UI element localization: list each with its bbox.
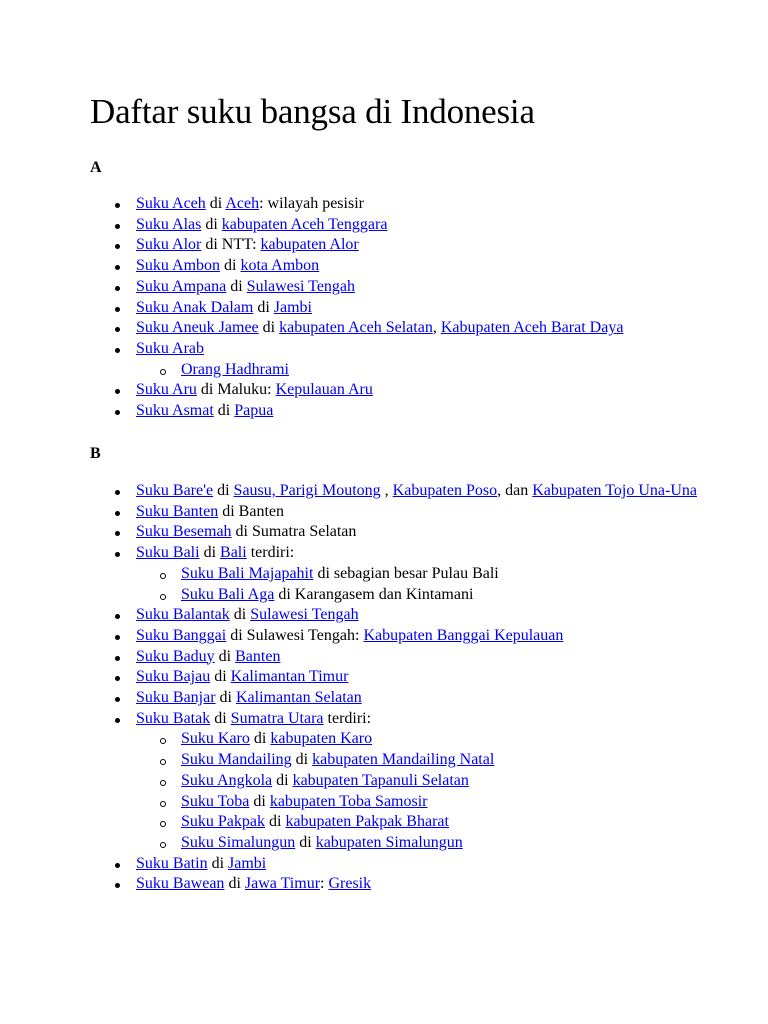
- item-text: di: [199, 544, 221, 562]
- item-link[interactable]: Suku Alas: [136, 215, 202, 233]
- item-link[interactable]: Suku Banjar: [136, 689, 216, 707]
- item-link[interactable]: Kabupaten Aceh Barat Daya: [440, 319, 624, 337]
- item-link[interactable]: Jambi: [228, 854, 267, 872]
- item-text: di NTT:: [201, 236, 261, 254]
- item-text: di: [291, 751, 313, 769]
- item-link[interactable]: Suku Angkola: [181, 771, 273, 789]
- item-text: di: [258, 319, 280, 337]
- item-text: di Karangasem dan Kintamani: [274, 585, 474, 603]
- item-text: di: [205, 195, 226, 212]
- item-text: , dan: [497, 482, 533, 499]
- sub-list-item: [0, 750, 721, 771]
- sub-list-item: [0, 729, 721, 750]
- item-link[interactable]: Suku Banggai: [136, 626, 227, 644]
- list-item: [0, 215, 716, 236]
- item-text: di: [213, 402, 235, 420]
- sub-list-item: [0, 833, 721, 854]
- item-text: di Sumatra Selatan: [231, 523, 357, 541]
- item-text: di: [226, 277, 247, 295]
- item-text: di: [224, 875, 245, 893]
- list-item: [0, 380, 716, 401]
- item-text: di: [214, 647, 236, 665]
- sub-list-item: [0, 792, 721, 813]
- list-item: [0, 502, 716, 523]
- item-link[interactable]: kabupaten Aceh Selatan: [279, 319, 433, 337]
- list-item: [0, 543, 716, 564]
- item-text: terdiri:: [323, 709, 372, 727]
- list-item: [0, 688, 716, 709]
- item-link[interactable]: Suku Baduy: [136, 647, 215, 665]
- item-link[interactable]: Suku Bali Majapahit: [181, 564, 314, 582]
- item-link[interactable]: Aceh: [225, 195, 260, 212]
- item-link[interactable]: kabupaten Tapanuli Selatan: [292, 771, 469, 789]
- item-text: di: [213, 482, 234, 499]
- item-text: ,: [432, 319, 441, 337]
- sub-list-item: [0, 360, 721, 381]
- item-link[interactable]: Suku Mandailing: [181, 751, 292, 769]
- list-item: [0, 874, 716, 895]
- item-link[interactable]: Suku Bali: [136, 544, 200, 562]
- item-link[interactable]: Suku Ampana: [136, 277, 227, 295]
- list-item: [0, 522, 716, 543]
- sub-list-item: [0, 564, 721, 585]
- list-item: [0, 626, 716, 647]
- list-item: [0, 605, 716, 626]
- item-link[interactable]: Suku Bajau: [136, 668, 211, 686]
- item-link[interactable]: kabupaten Toba Samosir: [269, 792, 428, 810]
- item-link[interactable]: Suku Asmat: [136, 402, 214, 420]
- item-text: di sebagian besar Pulau Bali: [313, 564, 499, 582]
- item-link[interactable]: kabupaten Pakpak Bharat: [285, 813, 449, 831]
- list-item: [0, 194, 716, 215]
- item-link[interactable]: Suku Aru: [136, 381, 197, 399]
- item-link[interactable]: Suku Alor: [136, 236, 202, 254]
- list-item: [0, 277, 716, 298]
- item-link[interactable]: Suku Batin: [136, 854, 208, 872]
- item-link[interactable]: Suku Anak Dalam: [136, 298, 254, 316]
- section-heading-b: B: [90, 445, 101, 462]
- list-item: [0, 481, 716, 502]
- item-text: di Banten: [218, 502, 284, 520]
- item-link[interactable]: Suku Karo: [181, 730, 250, 748]
- item-link[interactable]: Kabupaten Tojo Una-Una: [532, 482, 697, 499]
- item-text: di: [229, 606, 251, 624]
- section-heading-a: A: [90, 159, 102, 176]
- page-title: Daftar suku bangsa di Indonesia: [90, 92, 535, 131]
- list-item: [0, 854, 716, 875]
- item-link[interactable]: Sausu, Parigi Moutong: [233, 482, 381, 499]
- item-text: di Sulawesi Tengah:: [226, 626, 364, 644]
- sub-list-item: [0, 812, 721, 833]
- item-link[interactable]: Suku Ambon: [136, 257, 221, 275]
- item-link[interactable]: Sumatra Utara: [230, 709, 324, 727]
- item-link[interactable]: Suku Balantak: [136, 606, 230, 624]
- item-text: :: [320, 875, 329, 893]
- item-text: di: [249, 792, 270, 810]
- list-item: [0, 401, 716, 422]
- list-item: [0, 647, 716, 668]
- item-link[interactable]: Suku Simalungun: [181, 833, 296, 851]
- list-item: [0, 667, 716, 688]
- item-link[interactable]: Bali: [220, 544, 247, 562]
- item-link[interactable]: Suku Toba: [181, 792, 250, 810]
- item-link[interactable]: Suku Bawean: [136, 875, 225, 893]
- item-text: di: [295, 833, 316, 851]
- section-list-a: [0, 194, 721, 422]
- item-link[interactable]: Suku Batak: [136, 709, 211, 727]
- item-link[interactable]: Suku Aneuk Jamee: [136, 319, 259, 337]
- item-link[interactable]: Suku Arab: [136, 339, 204, 357]
- item-link[interactable]: kabupaten Simalungun: [315, 833, 463, 851]
- list-item: [0, 298, 716, 319]
- item-link[interactable]: Suku Aceh: [136, 195, 206, 212]
- item-link[interactable]: kabupaten Alor: [260, 236, 359, 254]
- item-text: di: [220, 257, 241, 275]
- section-list-b: [0, 481, 721, 895]
- sub-list-item: [0, 771, 721, 792]
- item-link[interactable]: kabupaten Karo: [270, 730, 373, 748]
- item-text: di Maluku:: [196, 381, 276, 399]
- item-link[interactable]: Kabupaten Banggai Kepulauan: [363, 626, 564, 644]
- item-link[interactable]: Orang Hadhrami: [181, 360, 289, 378]
- item-text: di: [249, 730, 271, 748]
- item-text: : wilayah pesisir: [259, 195, 364, 212]
- item-link[interactable]: kabupaten Aceh Tenggara: [221, 215, 388, 233]
- item-text: di: [265, 813, 286, 831]
- list-item: [0, 235, 716, 256]
- list-item: [0, 318, 716, 339]
- item-link[interactable]: Kepulauan Aru: [275, 381, 373, 399]
- item-link[interactable]: kota Ambon: [240, 257, 320, 275]
- item-link[interactable]: Sulawesi Tengah: [246, 277, 356, 295]
- item-link[interactable]: Gresik: [328, 875, 372, 893]
- item-link[interactable]: Papua: [234, 402, 274, 420]
- item-link[interactable]: Suku Bare'e: [136, 482, 214, 499]
- item-link[interactable]: Suku Banten: [136, 502, 219, 520]
- item-link[interactable]: Banten: [235, 647, 281, 665]
- sub-list-item: [0, 585, 721, 606]
- item-text: di: [201, 215, 222, 233]
- item-text: terdiri:: [246, 544, 295, 562]
- item-text: di: [207, 854, 229, 872]
- list-item: [0, 256, 716, 277]
- item-link[interactable]: kabupaten Mandailing Natal: [312, 751, 495, 769]
- item-text: di: [215, 689, 236, 707]
- item-link[interactable]: Kalimantan Selatan: [236, 689, 362, 707]
- list-item: [0, 339, 716, 360]
- item-link[interactable]: Jawa Timur: [244, 875, 321, 893]
- item-link[interactable]: Suku Besemah: [136, 523, 232, 541]
- item-text: di: [253, 298, 274, 316]
- item-text: di: [272, 771, 293, 789]
- item-text: di: [210, 709, 231, 727]
- list-item: [0, 709, 716, 730]
- item-link[interactable]: Suku Pakpak: [181, 813, 265, 831]
- item-link[interactable]: Kalimantan Timur: [230, 668, 349, 686]
- item-link[interactable]: Jambi: [273, 298, 312, 316]
- item-text: di: [210, 668, 231, 686]
- item-text: ,: [380, 482, 393, 499]
- item-link[interactable]: Sulawesi Tengah: [250, 606, 359, 624]
- item-link[interactable]: Kabupaten Poso: [392, 482, 498, 499]
- item-link[interactable]: Suku Bali Aga: [181, 585, 275, 603]
